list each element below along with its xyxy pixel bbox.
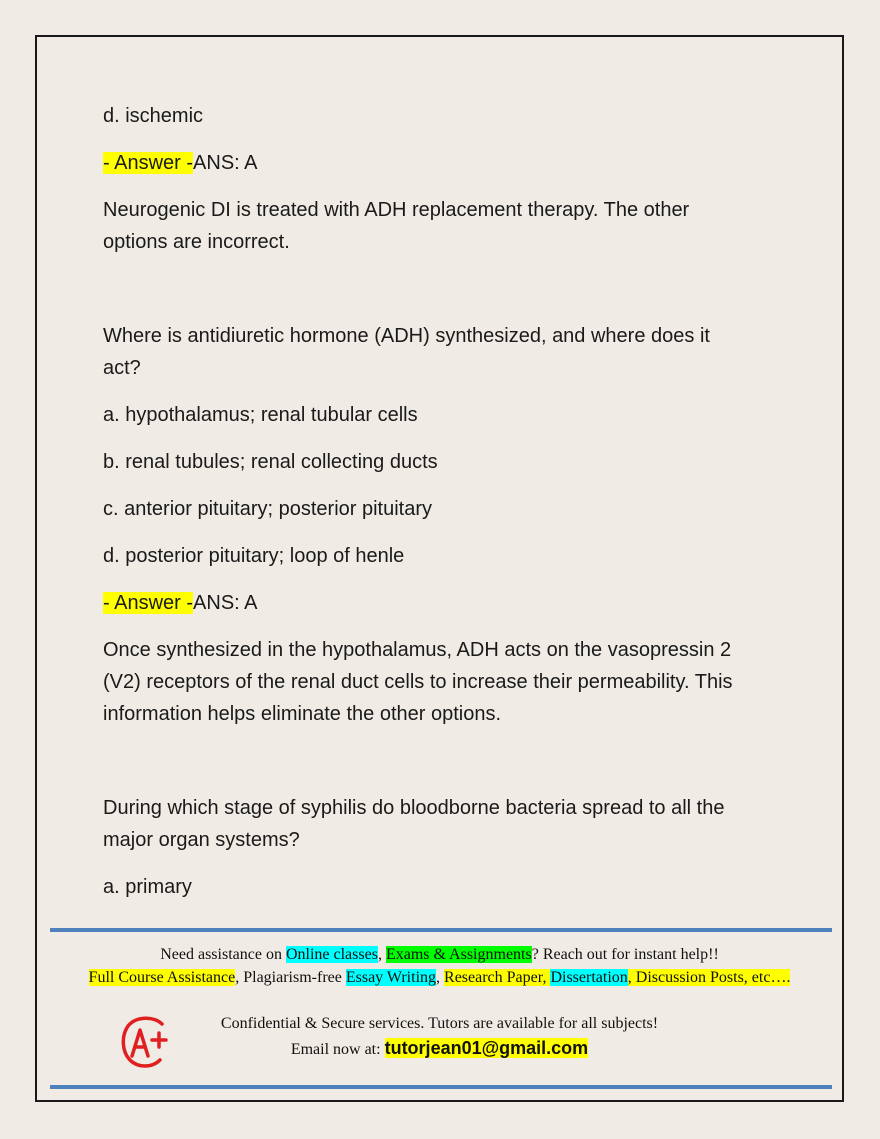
footer-bottom-rule: [50, 1085, 832, 1089]
footer-top-rule: [50, 928, 832, 932]
footer-line-4: Email now at: tutorjean01@gmail.com: [290, 1038, 589, 1058]
q1-option-d: d. ischemic: [103, 105, 204, 127]
answer-highlight: - Answer -: [103, 152, 194, 174]
online-classes-highlight: Online classes: [285, 946, 378, 963]
q1-answer: ANS: A: [193, 152, 258, 174]
q2-answer-line: [103, 587, 793, 619]
q2-answer: ANS: A: [193, 592, 258, 614]
q2-option-c: c. anterior pituitary; posterior pituitary: [103, 498, 433, 520]
q2-option-b: b. renal tubules; renal collecting ducts: [103, 451, 438, 473]
q3-option-a: a. primary: [103, 876, 192, 898]
q1-rationale: Neurogenic DI is treated with ADH replacement therapy. The other options are incorrect.: [103, 199, 690, 253]
q2-option-d: d. posterior pituitary; loop of henle: [103, 545, 405, 567]
email-link[interactable]: tutorjean01@gmail.com: [384, 1038, 589, 1058]
footer-line-1: Need assistance on Online classes, Exams & Assignments? Reach out for instant help!!: [160, 946, 719, 963]
q2-option-a: a. hypothalamus; renal tubular cells: [103, 404, 418, 426]
exams-assignments-highlight: Exams & Assignments: [385, 946, 532, 963]
answer-highlight: - Answer -: [103, 592, 194, 614]
q2-question: Where is antidiuretic hormone (ADH) synthesized, and where does it act?: [103, 325, 710, 379]
q3-question: During which stage of syphilis do bloodborne bacteria spread to all the major organ systems?: [103, 797, 725, 851]
footer-line-3: Confidential & Secure services. Tutors are available for all subjects!: [220, 1015, 659, 1032]
q1-answer-line: [103, 147, 793, 179]
q2-rationale: Once synthesized in the hypothalamus, ADH acts on the vasopressin 2 (V2) receptors of the renal duct cells to increase their permeability. This information helps eliminate the other options.: [103, 639, 733, 725]
document-content: [103, 100, 793, 903]
footer-line-2: Full Course Assistance, Plagiarism-free Essay Writing, Research Paper, Dissertation, Discussion Posts, etc….: [88, 969, 791, 986]
